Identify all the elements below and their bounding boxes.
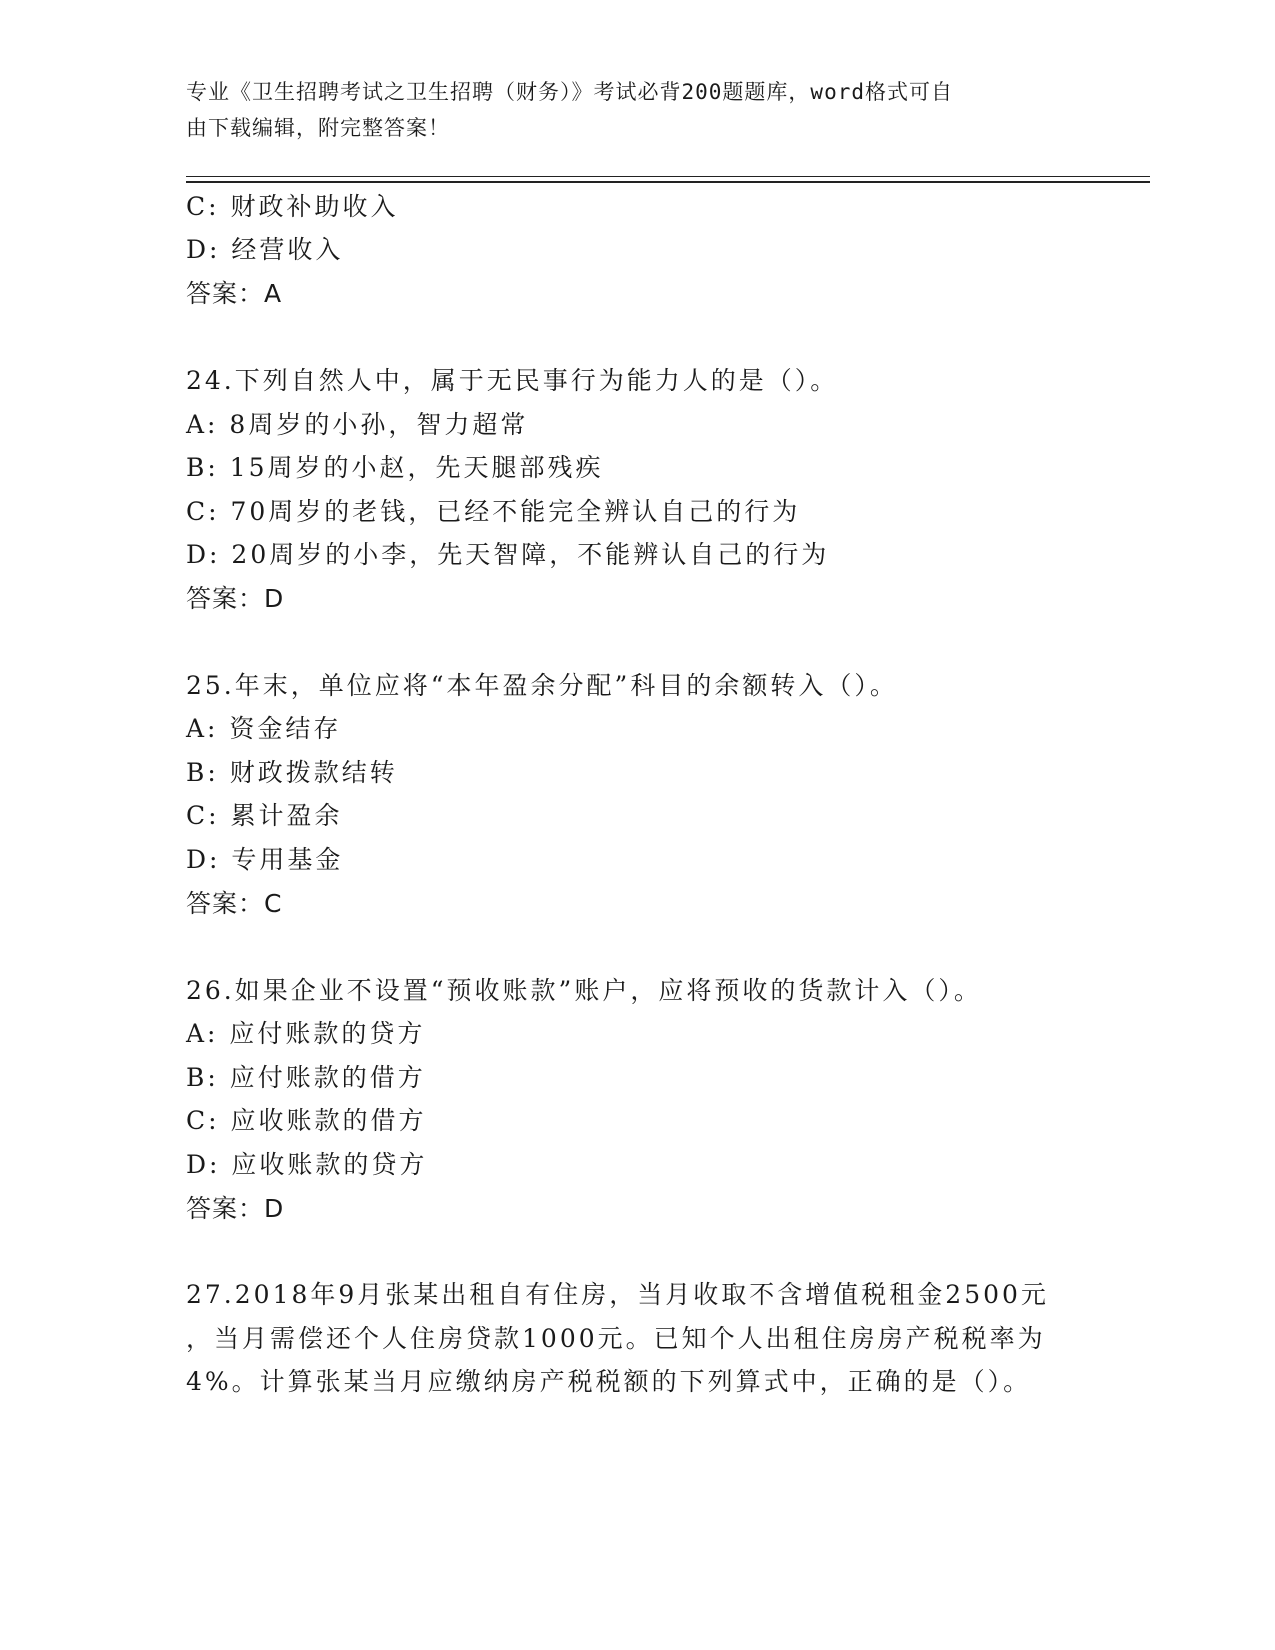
q24-answer: 答案：D	[186, 584, 285, 613]
q26-option-b: B: 应付账款的借方	[186, 1063, 426, 1092]
q24-option-c: C: 70周岁的老钱，已经不能完全辨认自己的行为	[186, 497, 801, 526]
q26-option-d: D: 应收账款的贷方	[186, 1150, 428, 1179]
q27-stem-line-1: 27.2018年9月张某出租自有住房，当月收取不含增值税租金2500元	[186, 1280, 1049, 1309]
header-line-2: 由下载编辑，附完整答案！	[186, 116, 450, 140]
q23-option-d: D: 经营收入	[186, 235, 344, 264]
q27-stem-line-3: 4%。计算张某当月应缴纳房产税税额的下列算式中，正确的是（）。	[186, 1367, 1032, 1396]
q25-option-a: A: 资金结存	[186, 714, 342, 743]
q24-stem: 24.下列自然人中，属于无民事行为能力人的是（）。	[186, 366, 839, 395]
q23-option-c: C: 财政补助收入	[186, 192, 399, 221]
q26-option-a: A: 应付账款的贷方	[186, 1019, 426, 1048]
q25-answer: 答案：C	[186, 889, 283, 918]
q26-option-c: C: 应收账款的借方	[186, 1106, 427, 1135]
header-line-1: 专业《卫生招聘考试之卫生招聘（财务）》考试必背200题题库，word格式可自	[186, 80, 953, 104]
q26-stem: 26.如果企业不设置“预收账款”账户，应将预收的货款计入（）。	[186, 976, 982, 1005]
q25-option-b: B: 财政拨款结转	[186, 758, 398, 787]
q25-option-d: D: 专用基金	[186, 845, 344, 874]
header-divider-thick	[186, 181, 1150, 183]
document-header	[186, 74, 1066, 146]
q26-answer: 答案：D	[186, 1194, 285, 1223]
q24-option-b: B: 15周岁的小赵，先天腿部残疾	[186, 453, 604, 482]
q27-stem-line-2: ，当月需偿还个人住房贷款1000元。已知个人出租住房房产税税率为	[186, 1324, 1046, 1353]
q24-option-d: D: 20周岁的小李，先天智障，不能辨认自己的行为	[186, 540, 830, 569]
header-divider-thin	[186, 176, 1150, 177]
q25-option-c: C: 累计盈余	[186, 801, 343, 830]
q23-answer: 答案：A	[186, 279, 283, 308]
q25-stem: 25.年末，单位应将“本年盈余分配”科目的余额转入（）。	[186, 671, 898, 700]
q24-option-a: A: 8周岁的小孙，智力超常	[186, 410, 529, 439]
